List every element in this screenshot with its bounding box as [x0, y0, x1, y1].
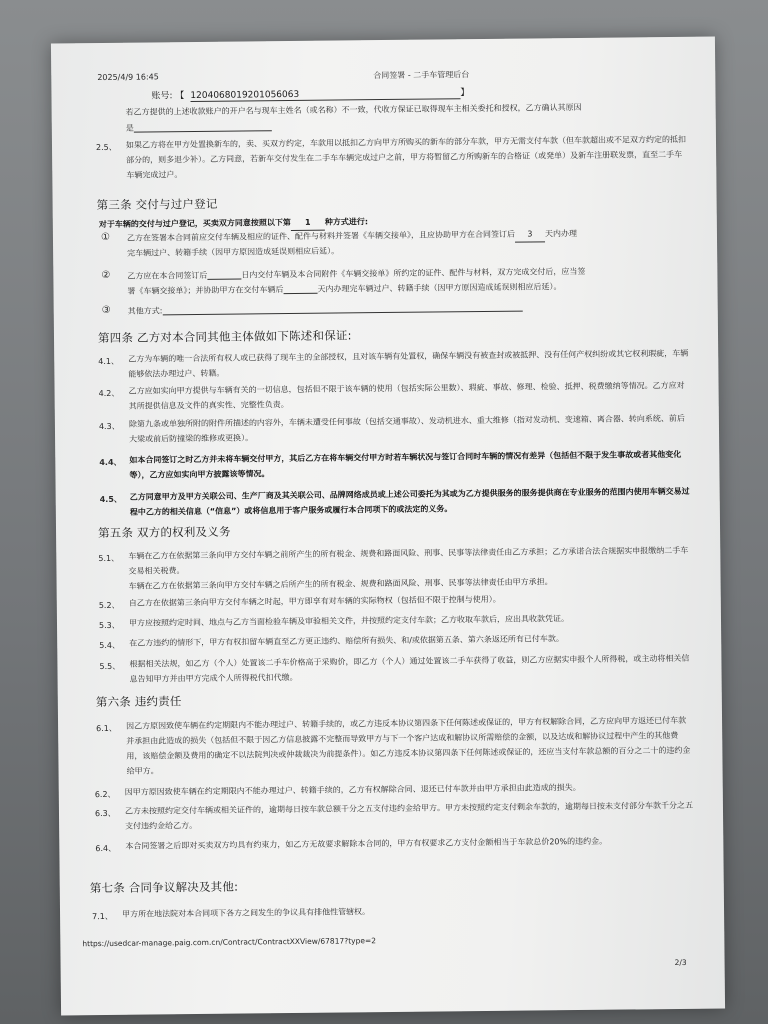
clause-6-1: 因乙方原因致使车辆在约定期限内不能办理过户、转籍手续的，或乙方违反本协议第四条下任何陈述或保证的，甲方有权解除合同，乙方应向甲方返还已付车款并承担由此造成的损失（包括但不限于因乙方信息披露不完整而导致甲方与下一个客户达成和解协议所需赔偿的金额，以及达成和解协议过程中产生的其他费用，该赔偿金额及费用的确定不以法院判决或仲裁裁决为前提条件）。如乙方违反本协议第四条下任何陈述或保证的，还应当支付车款总额的百分之二十的违约金给甲方。 [126, 715, 691, 776]
clause-5-5: 根据相关法规，如乙方（个人）处置该二手车价格高于采购价，即乙方（个人）通过处置该二手车获得了收益，则乙方应据实申报个人所得税，或主动将相关信息告知甲方并由甲方完成个人所得税代扣代缴。 [129, 653, 690, 684]
clause-5-1: 车辆在乙方在依据第三条向甲方交付车辆之前所产生的所有税金、规费和路面风险、刑事、民事等法律责任由乙方承担；乙方承诺合法合规据实申报缴纳二手车交易相关税费。 [128, 545, 689, 576]
option-3-mark: ③ [101, 304, 111, 316]
section-7-title: 第七条 合同争议解决及其他: [89, 879, 239, 896]
option-1-days: 3 [515, 226, 545, 242]
clause-6-4-number: 6.4、 [95, 843, 117, 854]
option-1-mark: ① [100, 231, 110, 243]
section-6-title: 第六条 违约责任 [95, 694, 182, 710]
document-page [51, 37, 725, 1016]
option-1-text-b: 天内办理 [544, 229, 577, 239]
account-number: 1204068019201056063 [190, 88, 460, 102]
clause-5-2-number: 5.2、 [98, 600, 120, 611]
clause-5-3-number: 5.3、 [98, 620, 120, 631]
clause-6-1-number: 6.1、 [96, 723, 117, 734]
clause-5-4: 在乙方违约的情形下，甲方有权扣留车辆直至乙方更正违约、赔偿所有损失、和/或依据第五条、第六条返还所有已付车款。 [129, 634, 564, 648]
footer-url: https://usedcar-manage.paig.com.cn/Contract/ContractXXView/67817?type=2 [82, 936, 377, 949]
clause-4-4: 如本合同签订之时乙方并未将车辆交付甲方，其后乙方在将车辆交付甲方时若车辆状况与签订合同时车辆的情况有差异（包括但不限于发生事故或者其他变化等），乙方应如实向甲方披露该等情况。 [129, 449, 682, 480]
page-number: 2/3 [674, 957, 687, 968]
clause-4-5: 乙方同意甲方及甲方关联公司、生产厂商及其关联公司、品牌网络成员或上述公司委托为其或为乙方提供服务的服务提供商在专业服务的范围内使用车辆交易过程中乙方的相关信息（“信息”）或将信息用于客户服务或履行本合同项下的或法定的义务。 [129, 486, 690, 517]
section-4-title: 第四条 乙方对本合同其他主体做如下陈述和保证: [97, 328, 352, 346]
print-title: 合同签署 - 二手车管理后台 [373, 70, 470, 81]
option-2-blank-2 [283, 283, 317, 294]
account-row [151, 85, 469, 102]
clause-7-1: 甲方所在地法院对本合同项下各方之间发生的争议具有排他性管辖权。 [122, 907, 371, 919]
account-label: 账号: 【 [151, 91, 185, 102]
clause-6-3: 乙方未按照约定交付车辆或相关证件的，逾期每日按车款总额千分之五支付违约金给甲方。甲方未按照约定支付剩余车款的，逾期每日按未支付部分车款千分之五支付违约金给乙方。 [124, 800, 693, 831]
option-2-text-d: 天内办理完车辆过户、转籍手续（因甲方原因造成延误则相应后延）。 [317, 282, 562, 294]
clause-4-2: 乙方应如实向甲方提供与车辆有关的一切信息，包括但不限于该车辆的使用（包括实际公里数）、瑕疵、事故、修理、检验、抵押、税费缴纳等情况。乙方应对其所提供信息及文件的真实性、完整性负责。 [128, 380, 685, 411]
option-2-mark: ② [101, 269, 111, 281]
option-2-text-b: 日内交付车辆及本合同附件《车辆交接单》所约定的证件、配件与材料，双方完成交付后，应当签 [241, 266, 586, 280]
option-3-line [128, 300, 523, 319]
option-1-line2: 完车辆过户、转籍手续（因甲方原因造成延误则相应后延）。 [127, 246, 340, 258]
clause-5-5-number: 5.5、 [99, 661, 121, 672]
print-datetime: 2025/4/9 16:45 [97, 72, 159, 83]
option-1-line1 [127, 226, 577, 247]
clause-4-3-number: 4.3、 [98, 421, 120, 432]
section-5-title: 第五条 双方的权利及义务 [97, 524, 231, 541]
clause-5-1-number: 5.1、 [98, 553, 120, 564]
section-3-title: 第三条 交付与过户登记 [96, 196, 218, 213]
clause-5-1-b: 车辆在乙方在依据第三条向甲方交付车辆之后所产生的所有税金、规费和路面风险、刑事、民事等法律责任由甲方承担。 [128, 577, 553, 591]
clause-4-2-number: 4.2、 [98, 388, 120, 399]
payee-reason-blank [134, 120, 272, 132]
clause-6-2-number: 6.2、 [94, 789, 116, 800]
clause-5-4-number: 5.4、 [99, 640, 121, 651]
option-2-text-c: 署《车辆交接单》；并协助甲方在交付车辆后 [127, 285, 284, 296]
option-2-text: 乙方应在本合同签订后 [127, 270, 208, 281]
clause-4-4-number: 4.4、 [99, 457, 122, 468]
clause-4-5-number: 4.5、 [99, 494, 122, 505]
option-3-label: 其他方式: [127, 306, 163, 316]
clause-2-5: 如果乙方将在甲方处置换新车的，卖、买双方约定，车款用以抵扣乙方向甲方所购买的新车的部分车款，甲方无需支付车款（但车款超出或不足双方约定的抵扣部分的，则多退少补）。乙方同意，若新车交付发生在二手车车辆完成过户之前，甲方将暂留乙方所购新车的合格证（或発单）及新车注册联发票，直至二手车车辆完成过户。 [125, 134, 687, 180]
intro-text: 对于车辆的交付与过户登记，买卖双方同意按照以下第 [98, 218, 291, 230]
method-number: 1 [291, 215, 325, 231]
clause-4-1-number: 4.1、 [98, 356, 120, 367]
clause-7-1-number: 7.1、 [92, 911, 113, 922]
clause-4-3: 除第九条或单独所附的附件所描述的内容外，车辆未遭受任何事故（包括交通事故）、发动机进水、重大维修（指对发动机、变速箱、离合器、转向系统、前后大梁或前后防撞梁的维修或更换）。 [128, 413, 685, 444]
clause-2-5-number: 2.5、 [95, 142, 117, 153]
payee-text: 若乙方提供的上述收款账户的开户名与现车主姓名（或名称）不一致，代收方保证已取得现车主相关委托和授权，乙方确认其原因 [125, 102, 582, 117]
payee-reason-label: 是 [125, 123, 134, 133]
clause-6-2: 因甲方原因致使车辆在约定期限内不能办理过户、转籍手续的，乙方有权解除合同、退还已付车款并由甲方承担由此造成的损失。 [124, 782, 581, 797]
option-3-blank [162, 301, 522, 316]
clause-6-4: 本合同签署之后即对买卖双方均具有约束力，如乙方无故要求解除本合同的，甲方有权要求乙方支付金额相当于车款总价20%的违约金。 [125, 836, 608, 851]
clause-5-2: 自乙方在依据第三条向甲方交付车辆之时起，甲方即享有对车辆的实际物权（包括但不限于控制与使用）。 [128, 594, 501, 608]
clause-5-3: 甲方应按照约定时间、地点与乙方当面检验车辆及审验相关文件，并按照约定支付车款；乙方收取车款后，应出具收款凭证。 [128, 614, 570, 628]
clause-6-3-number: 6.3、 [94, 808, 116, 819]
payee-reason-row [126, 119, 272, 136]
clause-4-1: 乙方为车辆的唯一合法所有权人或已获得了现车主的全部授权，且对该车辆有处置权，确保车辆没有被查封或被抵押、没有任何产权纠纷或其它权利瑕疵，车辆能够依法办理过户、转籍。 [128, 348, 689, 379]
intro-suffix: 种方式进行: [324, 217, 369, 227]
option-2-blank-1 [207, 269, 241, 280]
option-2-line2 [127, 279, 561, 299]
option-1-text: 乙方在签署本合同前应交付车辆及相应的证件、配件与材料并签署《车辆交接单》，且应协助甲方在合同签订后 [126, 229, 515, 243]
account-close: 】 [460, 88, 470, 99]
